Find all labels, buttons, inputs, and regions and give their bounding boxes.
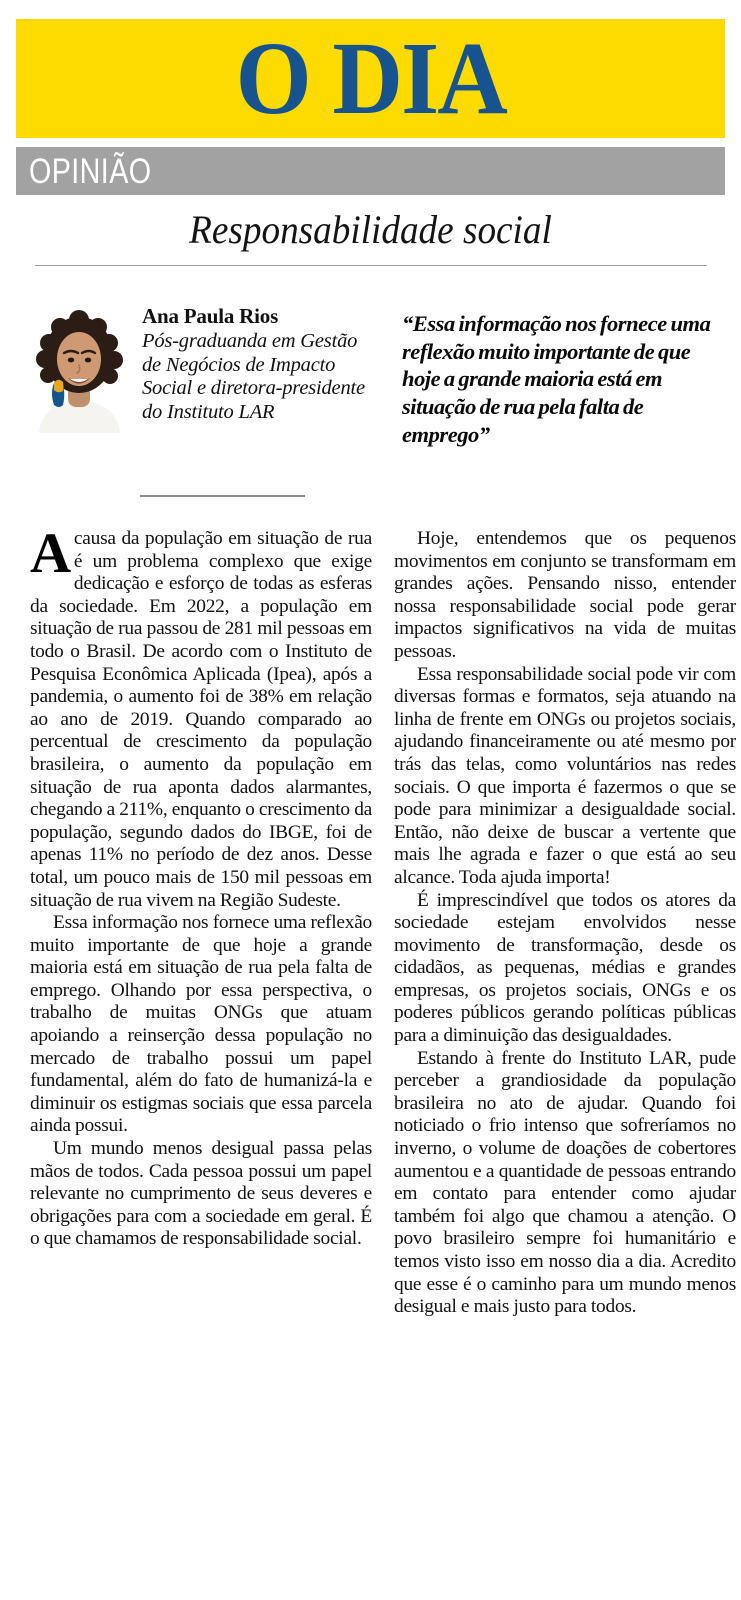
avatar xyxy=(27,303,132,433)
paragraph: Essa responsabilidade social pode vir com diversas formas e formatos, seja atuando na linha de frente em ONGs ou projetos sociais, ajudando financeiramente ou até mesmo por trás das telas, como voluntários nas redes sociais. O que importa é fazermos o que se pode para minimizar a desigualdade social. Então, não deixe de buscar a vertente que mais lhe agrada e fazer o que está ao seu alcance. Toda ajuda importa! xyxy=(394,663,736,888)
paragraph: Hoje, entendemos que os pequenos movimentos em conjunto se transformam em grandes ações. Pensando nisso, entender nossa responsabilidade social pode gerar impactos significativos na vida de muitas pessoas. xyxy=(394,528,736,662)
masthead-banner xyxy=(16,19,725,138)
section-bar xyxy=(16,147,725,195)
paragraph: É imprescindível que todos os atores da sociedade estejam envolvidos nesse movimento de transformação, desde os cidadãos, as pequenas, médias e grandes empresas, os projetos sociais, ONGs e os poderes públicos gerando políticas públicas para a diminuição das desigualdades. xyxy=(394,889,736,1047)
author-role: Pós-graduanda em Gestão de Negócios de Impacto Social e diretora-presidente do Instituto LAR xyxy=(142,329,365,424)
paragraph: Acausa da população em situação de rua é um problema complexo que exige dedicação e esforço de todas as esferas da sociedade. Em 2022, a população em situação de rua passou de 281 mil pessoas em todo o Brasil. De acordo com o Instituto de Pesquisa Econômica Aplicada (Ipea), após a pandemia, o aumento foi de 38% em relação ao ano de 2019. Quando comparado ao percentual de crescimento da população brasileira, o aumento da população em situação de rua aponta dados alarmantes, chegando a 211%, enquanto o crescimento da população, segundo dados do IBGE, foi de apenas 11% no período de dez anos. Desse total, um pouco mais de 150 mil pessoas em situação de rua vivem na Região Sudeste. xyxy=(30,522,372,911)
byline-divider xyxy=(140,495,305,497)
author-name: Ana Paula Rios xyxy=(142,304,279,328)
section-label: OPINIÃO xyxy=(29,151,152,191)
byline-text xyxy=(142,303,372,425)
author-portrait-icon xyxy=(27,303,132,433)
headline-block xyxy=(16,208,725,266)
paragraph: Um mundo menos desigual passa pelas mãos de todos. Cada pessoa possui um papel relevante no cumprimento de seus deveres e obrigações para com a sociedade em geral. É o que chamamos de responsabilidade social. xyxy=(30,1138,372,1250)
byline-block xyxy=(27,303,372,433)
paragraph: Essa informação nos fornece uma reflexão muito importante de que hoje a grande maioria está em situação de rua pela falta de emprego. Olhando por essa perspectiva, o trabalho de muitas ONGs que atuam apoiando a reinserção dessa população no mercado de trabalho possui um papel fundamental, além do fato de humanizá-la e diminuir os estigmas sociais que essa parcela ainda possui. xyxy=(30,912,372,1137)
masthead-title: O DIA xyxy=(235,20,506,136)
article-column-left xyxy=(30,522,372,1251)
paragraph: Estando à frente do Instituto LAR, pude perceber a grandiosidade da população brasileira no ato de ajudar. Quando foi noticiado o frio intenso que sofreríamos no inverno, o volume de doações de cobertores aumentou e a quantidade de pessoas entrando em contato para entender como ajudar também foi algo que chamou a atenção. O povo brasileiro sempre foi humanitário e temos visto isso em nosso dia a dia. Acredito que esse é o caminho para um mundo menos desigual e mais justo para todos. xyxy=(394,1047,736,1318)
page-title: Responsabilidade social xyxy=(189,207,552,252)
headline-divider xyxy=(35,265,707,266)
article-column-right xyxy=(394,528,736,1319)
pull-quote: “Essa informação nos fornece uma reflexão muito importante de que hoje a grande maioria está em situação de rua pela falta de emprego” xyxy=(402,311,711,447)
